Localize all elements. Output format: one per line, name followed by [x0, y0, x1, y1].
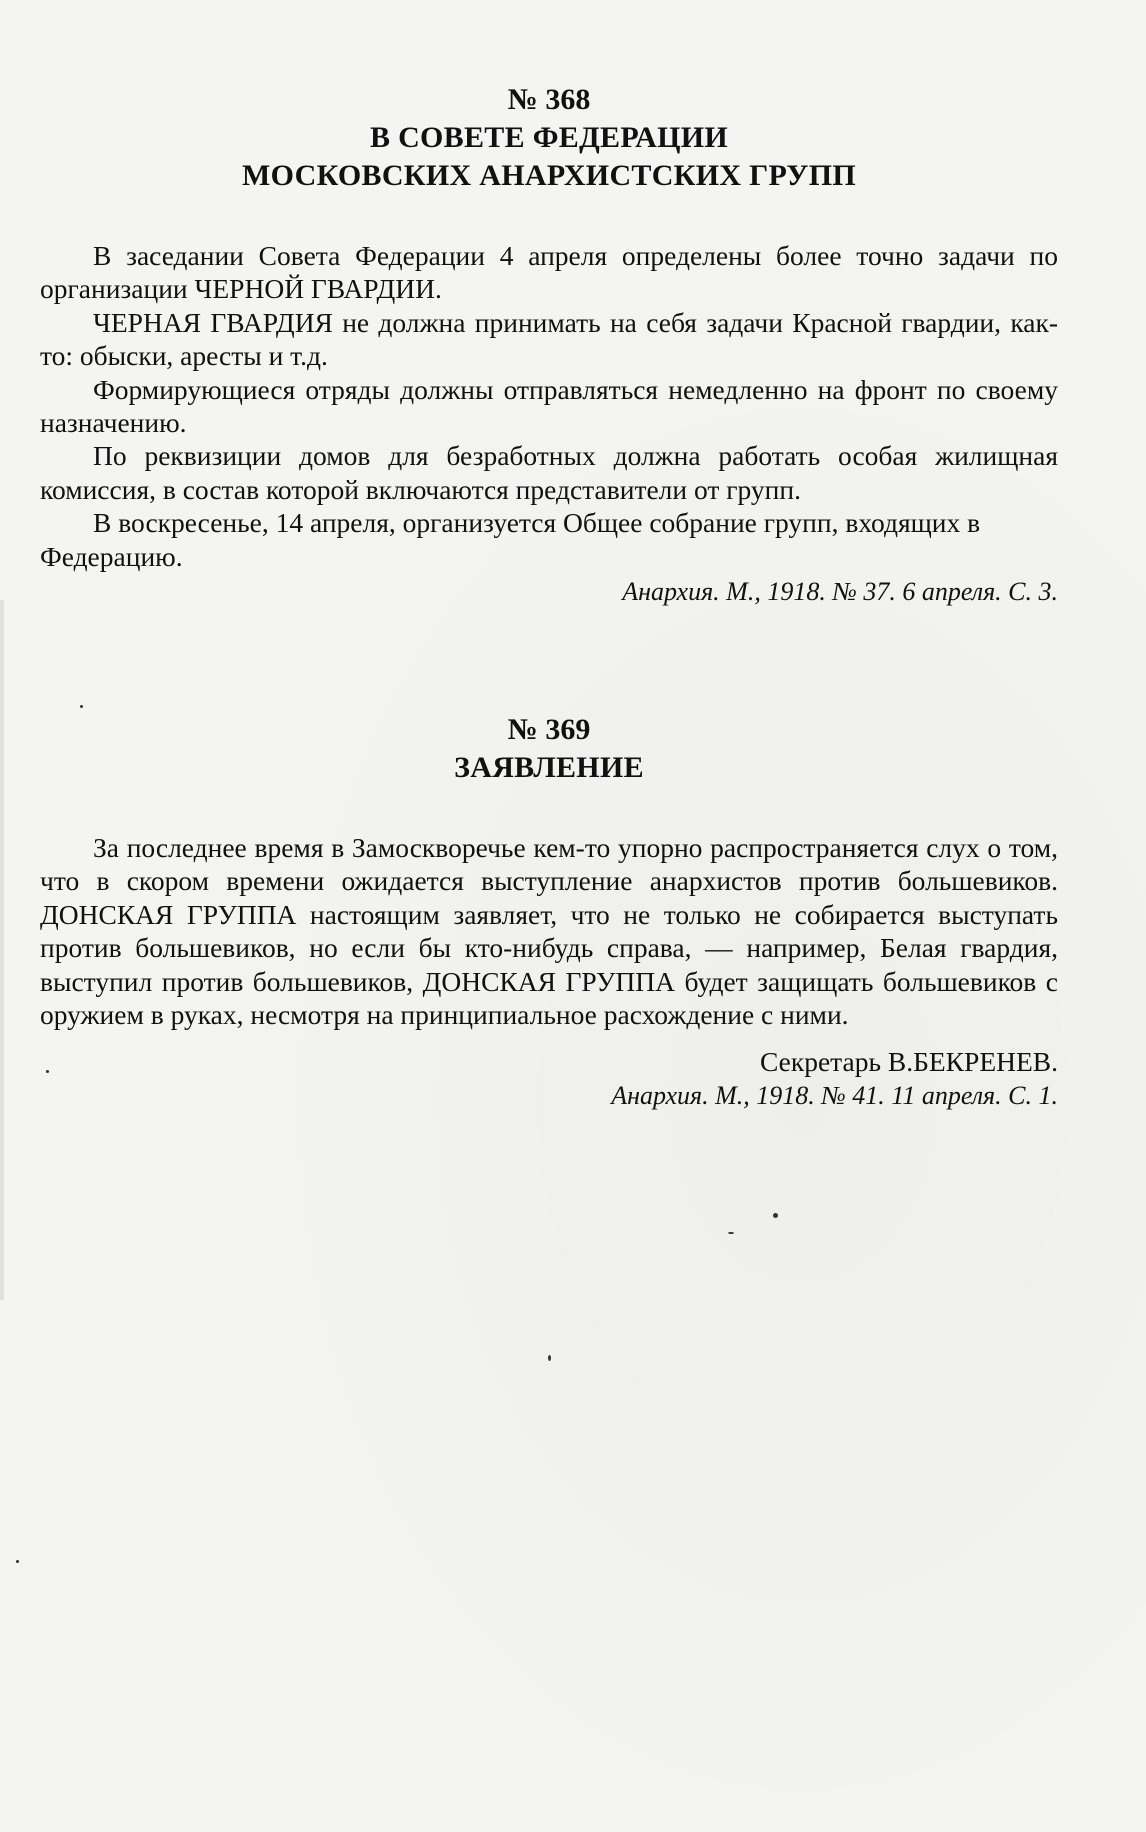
scan-edge-shadow [0, 600, 4, 1300]
document-title-line-1: ЗАЯВЛЕНИЕ [454, 751, 644, 784]
source-citation: Анархия. М., 1918. № 41. 11 апреля. С. 1. [611, 1081, 1058, 1111]
paragraph: Формирующиеся отряды должны отправляться немедленно на фронт по своему назначению. [40, 373, 1058, 439]
scan-speck [548, 1355, 551, 1361]
source-citation: Анархия. М., 1918. № 37. 6 апреля. С. 3. [622, 577, 1058, 607]
paragraph: ЧЕРНАЯ ГВАРДИЯ не должна принимать на себя задачи Красной гвардии, как-то: обыски, аресты и т.д. [40, 306, 1058, 372]
scan-speck [728, 1232, 734, 1234]
scan-speck [773, 1213, 778, 1218]
paragraph: За последнее время в Замоскворечье кем-то упорно распространяется слух о том, что в скором времени ожидается выступление анархистов против большевиков. ДОНСКАЯ ГРУППА настоящим заявляет, что не только не собирается выступать против большевиков, но если бы кто-нибудь справа, — например, Белая гвардия, выступил против большевиков, ДОНСКАЯ ГРУППА будет защищать большевиков с оружием в руках, несмотря на принципиальное расхождение с ними. [40, 832, 1058, 1031]
scan-speck [46, 1070, 49, 1073]
scan-speck [16, 1560, 19, 1563]
document-369 [40, 711, 1058, 1113]
paragraph: По реквизиции домов для безработных должна работать особая жилищная комиссия, в состав которой включаются представители от групп. [40, 440, 1058, 505]
document-368 [40, 81, 1058, 609]
document-title-line-1: В СОВЕТЕ ФЕДЕРАЦИИ [369, 121, 729, 154]
document-number: № 369 [507, 713, 591, 746]
paragraph: В заседании Совета Федерации 4 апреля определены более точно задачи по организации ЧЕРНОЙ ГВАРДИИ. [40, 240, 1058, 305]
document-number: № 368 [507, 83, 591, 116]
paragraph: В воскресенье, 14 апреля, организуется Общее собрание групп, входящих в Федерацию. [40, 507, 981, 572]
scan-speck [80, 705, 83, 708]
signature: Секретарь В.БЕКРЕНЕВ. [759, 1046, 1058, 1078]
document-title-line-2: МОСКОВСКИХ АНАРХИСТСКИХ ГРУПП [242, 159, 856, 192]
